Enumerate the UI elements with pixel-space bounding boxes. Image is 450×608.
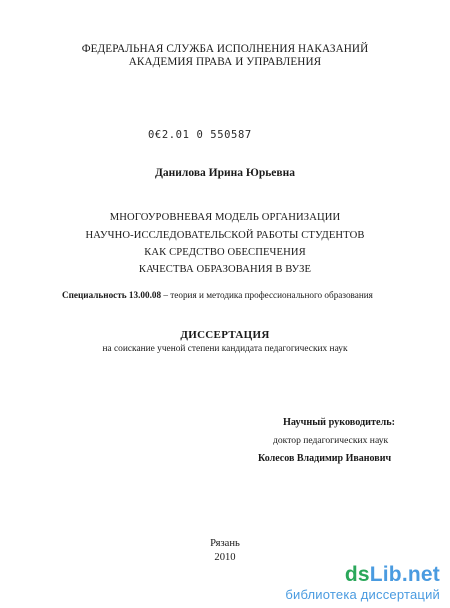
watermark-subtitle: библиотека диссертаций <box>285 587 440 602</box>
title-line-2: НАУЧНО-ИССЛЕДОВАТЕЛЬСКОЙ РАБОТЫ СТУДЕНТОВ <box>85 230 365 241</box>
watermark-dot: . <box>401 563 408 586</box>
watermark-lib: Lib <box>369 563 402 586</box>
city: Рязань <box>210 538 240 549</box>
supervisor-label: Научный руководитель: <box>283 417 396 428</box>
title-line-3: КАК СРЕДСТВО ОБЕСПЕЧЕНИЯ <box>144 247 306 258</box>
supervisor-degree: доктор педагогических наук <box>273 435 389 446</box>
year: 2010 <box>214 552 236 563</box>
title-line-4: КАЧЕСТВА ОБРАЗОВАНИЯ В ВУЗЕ <box>138 264 312 275</box>
watermark-ds: ds <box>344 563 370 586</box>
registration-stamp: 0€2.01 0 550587 <box>148 129 252 141</box>
document-type: ДИССЕРТАЦИЯ <box>180 329 270 341</box>
author-name: Данилова Ирина Юрьевна <box>155 167 295 179</box>
specialty-label: Специальность 13.00.08 <box>62 290 162 300</box>
specialty-line <box>62 291 373 300</box>
institution-line-2: АКАДЕМИЯ ПРАВА И УПРАВЛЕНИЯ <box>128 56 322 68</box>
title-line-1: МНОГОУРОВНЕВАЯ МОДЕЛЬ ОРГАНИЗАЦИИ <box>109 212 341 223</box>
degree-text: на соискание ученой степени кандидата педагогических наук <box>102 344 348 354</box>
institution-line-1: ФЕДЕРАЛЬНАЯ СЛУЖБА ИСПОЛНЕНИЯ НАКАЗАНИЙ <box>81 43 369 55</box>
specialty-text: – теория и методика профессионального образования <box>161 290 373 300</box>
supervisor-name: Колесов Владимир Иванович <box>258 453 392 464</box>
dslib-watermark <box>285 564 440 602</box>
watermark-net: net <box>407 563 440 586</box>
watermark-logo <box>285 564 440 585</box>
